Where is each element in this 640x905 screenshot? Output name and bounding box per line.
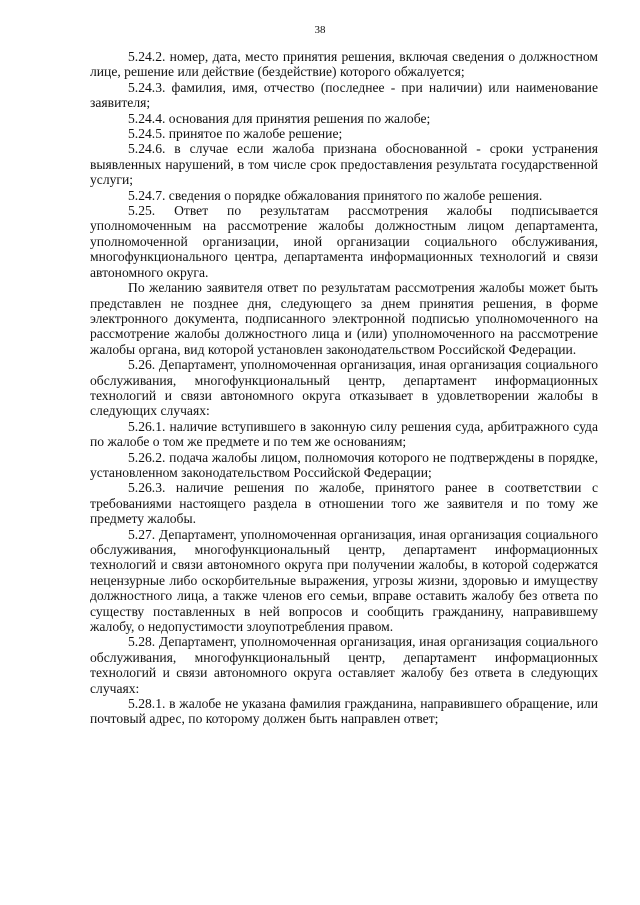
paragraph-5-26: 5.26. Департамент, уполномоченная организация, иная организация социального обслуживания, многофункциональный центр, департамент информационных технологий и связи автономного округа отказывает в удовлетворении жалобы в следующих случаях: [90, 357, 598, 419]
paragraph-5-28: 5.28. Департамент, уполномоченная организация, иная организация социального обслуживания, многофункциональный центр, департамент информационных технологий и связи автономного округа оставляет жалобу без ответа в следующих случаях: [90, 634, 598, 696]
paragraph-5-25: 5.25. Ответ по результатам рассмотрения жалобы подписывается уполномоченным на рассмотрение жалобы должностным лицом департамента, уполномоченной организации, иной организации социального обслуживания, многофункционального центра, департамента информационных технологий и связи автономного округа. [90, 203, 598, 280]
paragraph-5-24-3: 5.24.3. фамилия, имя, отчество (последнее - при наличии) или наименование заявителя; [90, 79, 598, 111]
paragraph-5-27: 5.27. Департамент, уполномоченная организация, иная организация социального обслуживания, многофункциональный центр, департамент информационных технологий и связи автономного округа при получении жалобы, в которой содержатся нецензурные либо оскорбительные выражения, угрозы жизни, здоровью и имуществу должностного лица, а также членов его семьи, вправе оставить жалобу без ответа по существу поставленных в ней вопросов и сообщить гражданину, направившему жалобу, о недопустимости злоупотребления правом. [90, 526, 598, 635]
paragraph-5-24-5: 5.24.5. принятое по жалобе решение; [128, 126, 343, 142]
paragraph-5-24-2: 5.24.2. номер, дата, место принятия решения, включая сведения о должностном лице, решение или действие (бездействие) которого обжалуется; [90, 49, 598, 80]
paragraph-electronic-answer: По желанию заявителя ответ по результатам рассмотрения жалобы может быть представлен не позднее дня, следующего за днем принятия решения, в форме электронного документа, подписанного электронной подписью уполномоченного на рассмотрение жалобы должностного лица и (или) уполномоченного на рассмотрение жалобы органа, вид которой установлен законодательством Российской Федерации. [90, 280, 598, 357]
paragraph-5-28-1: 5.28.1. в жалобе не указана фамилия гражданина, направившего обращение, или почтовый адрес, по которому должен быть направлен ответ; [90, 696, 598, 727]
paragraph-5-26-2: 5.26.2. подача жалобы лицом, полномочия которого не подтверждены в порядке, установленном законодательством Российской Федерации; [90, 449, 598, 480]
page-number: 38 [314, 24, 326, 36]
paragraph-5-26-1: 5.26.1. наличие вступившего в законную силу решения суда, арбитражного суда по жалобе о том же предмете и по тем же основаниям; [90, 418, 598, 450]
paragraph-5-24-7: 5.24.7. сведения о порядке обжалования принятого по жалобе решения. [128, 187, 543, 203]
document-body [90, 49, 598, 727]
paragraph-5-24-6: 5.24.6. в случае если жалоба признана обоснованной - сроки устранения выявленных нарушений, в том числе срок предоставления результата государственной услуги; [90, 141, 598, 188]
paragraph-5-24-4: 5.24.4. основания для принятия решения по жалобе; [128, 110, 431, 126]
paragraph-5-26-3: 5.26.3. наличие решения по жалобе, принятого ранее в соответствии с требованиями настоящего раздела в отношении того же заявителя и по тому же предмету жалобы. [90, 480, 598, 527]
